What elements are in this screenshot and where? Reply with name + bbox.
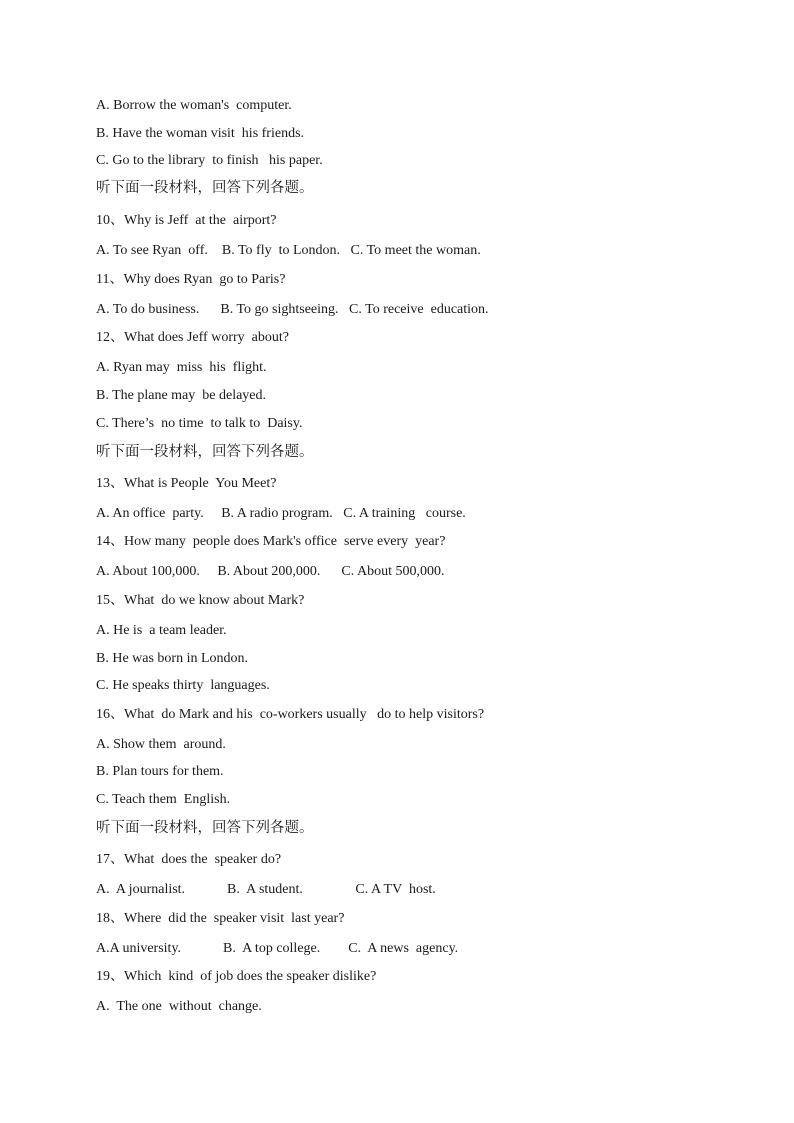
question-11: 11、Why does Ryan go to Paris? xyxy=(96,272,286,287)
options-line: A. About 100,000. B. About 200,000. C. About 500,000. xyxy=(96,564,445,579)
question-10: 10、Why is Jeff at the airport? xyxy=(96,213,277,228)
option-line: C. He speaks thirty languages. xyxy=(96,678,270,693)
option-line: A. Ryan may miss his flight. xyxy=(96,360,267,375)
option-line: B. He was born in London. xyxy=(96,651,249,666)
option-line: C. There’s no time to talk to Daisy. xyxy=(96,416,303,431)
options-line: A.A university. B. A top college. C. A news agency. xyxy=(96,941,459,956)
option-line: A. The one without change. xyxy=(96,999,262,1014)
options-line: A. To do business. B. To go sightseeing. C. To receive education. xyxy=(96,302,489,317)
section-instruction: 听下面一段材料，回答下列各题。 xyxy=(96,444,314,460)
question-15: 15、What do we know about Mark? xyxy=(96,593,305,608)
option-line: B. Have the woman visit his friends. xyxy=(96,126,305,141)
options-line: A. To see Ryan off. B. To fly to London. C. To meet the woman. xyxy=(96,243,481,258)
options-line: A. A journalist. B. A student. C. A TV host. xyxy=(96,882,436,897)
option-line: A. He is a team leader. xyxy=(96,623,227,638)
options-line: A. An office party. B. A radio program. C. A training course. xyxy=(96,506,466,521)
option-line: C. Teach them English. xyxy=(96,792,231,807)
option-line: A. Show them around. xyxy=(96,737,226,752)
option-line: A. Borrow the woman's computer. xyxy=(96,98,292,113)
question-13: 13、What is People You Meet? xyxy=(96,476,277,491)
question-18: 18、Where did the speaker visit last year? xyxy=(96,911,345,926)
section-instruction: 听下面一段材料，回答下列各题。 xyxy=(96,820,314,836)
option-line: B. Plan tours for them. xyxy=(96,764,224,779)
question-19: 19、Which kind of job does the speaker dislike? xyxy=(96,969,377,984)
section-instruction: 听下面一段材料，回答下列各题。 xyxy=(96,180,314,196)
question-12: 12、What does Jeff worry about? xyxy=(96,330,289,345)
question-17: 17、What does the speaker do? xyxy=(96,852,282,867)
question-14: 14、How many people does Mark's office serve every year? xyxy=(96,534,446,549)
question-16: 16、What do Mark and his co-workers usually do to help visitors? xyxy=(96,707,485,722)
option-line: C. Go to the library to finish his paper. xyxy=(96,153,323,168)
option-line: B. The plane may be delayed. xyxy=(96,388,267,403)
